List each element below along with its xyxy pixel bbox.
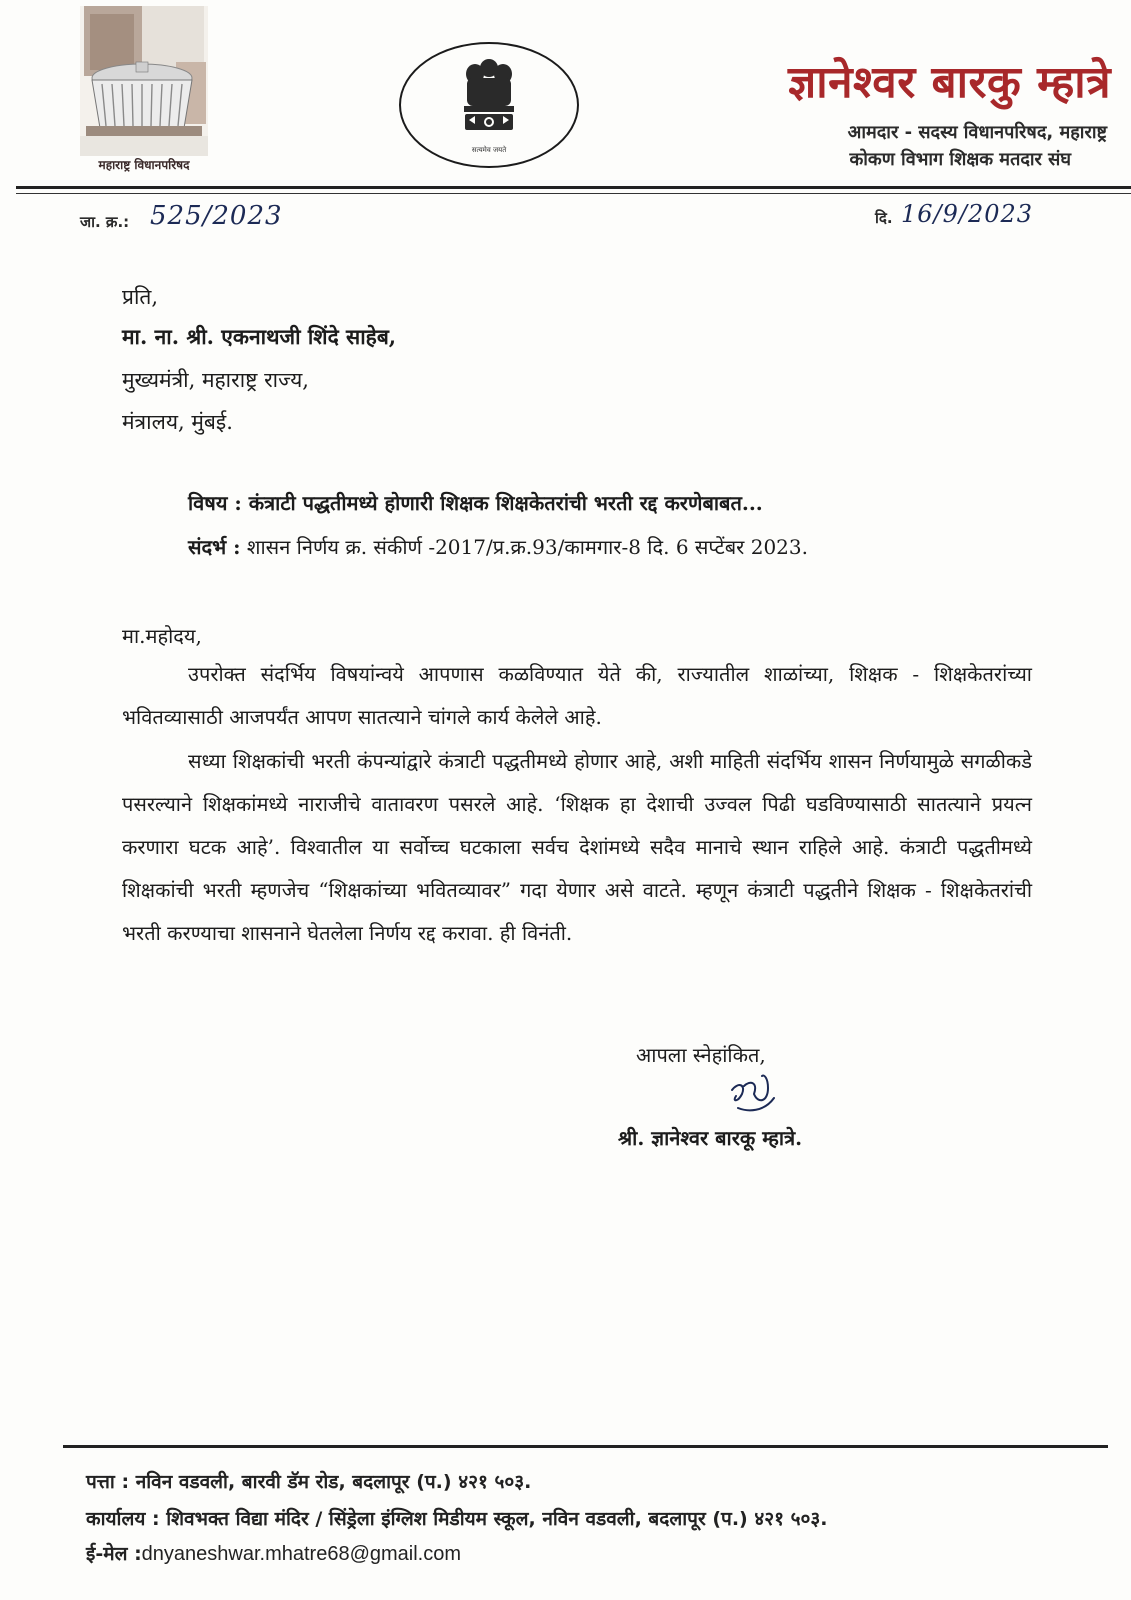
designation-line-2: कोकण विभाग शिक्षक मतदार संघ bbox=[849, 149, 1071, 170]
header-divider-thin bbox=[16, 193, 1131, 194]
footer-email bbox=[86, 1540, 461, 1566]
reference-text: शासन निर्णय क्र. संकीर्ण -2017/प्र.क्र.93/कामगार-8 दि. 6 सप्टेंबर 2023. bbox=[246, 535, 808, 559]
footer-address-text: नविन वडवली, बारवी डॅम रोड, बदलापूर (प.) ४२१ ५०३. bbox=[135, 1471, 532, 1493]
footer-divider bbox=[63, 1445, 1108, 1448]
closing-regards: आपला स्नेहांकित, bbox=[636, 1043, 766, 1067]
ref-number-label: जा. क्र.: bbox=[80, 213, 130, 231]
reference-line bbox=[188, 533, 808, 560]
signature-icon bbox=[724, 1068, 780, 1120]
subject-line bbox=[188, 489, 763, 516]
footer-address-label: पत्ता : bbox=[86, 1471, 130, 1493]
legislator-name: ज्ञानेश्वर बारकु म्हात्रे bbox=[788, 57, 1111, 108]
subject-label: विषय : bbox=[188, 491, 242, 515]
addressee-prefix: प्रति, bbox=[122, 285, 159, 309]
reference-label: संदर्भ : bbox=[188, 535, 241, 559]
body-paragraph-2: सध्या शिक्षकांची भरती कंपन्यांद्वारे कंत्राटी पद्धतीमध्ये होणार आहे, अशी माहिती संदर्भिय शासन निर्णयामुळे सगळीकडे पसरल्याने शिक्षकांमध्ये नाराजीचे वातावरण पसरले आहे. ‘शिक्षक हा देशाची उज्वल पिढी घडविण्यासाठी सातत्याने प्रयत्न करणारा घटक आहे’. विश्वातील या सर्वोच्च घटकाला सर्वच देशांमध्ये सदैव मानाचे स्थान राहिले आहे. कंत्राटी पद्धतीमध्ये शिक्षकांची भरती म्हणजेच “शिक्षकांच्या भवितव्यावर” गदा येणार असे वाटते. म्हणून कंत्राटी पद्धतीने शिक्षक - शिक्षकेतरांची भरती करण्याचा शासनाने घेतलेला निर्णय रद्द करावा. ही विनंती. bbox=[122, 749, 1032, 945]
subject-text: कंत्राटी पद्धतीमध्ये होणारी शिक्षक शिक्षकेतरांची भरती रद्द करणेबाबत... bbox=[248, 491, 763, 515]
logo-caption: महाराष्ट्र विधानपरिषद bbox=[98, 158, 190, 172]
legislature-building-icon bbox=[80, 6, 208, 156]
footer-office-text: शिवभक्त विद्या मंदिर / सिंड्रेला इंग्लिश मिडीयम स्कूल, नविन वडवली, बदलापूर (प.) ४२१ ५०३. bbox=[166, 1508, 828, 1530]
addressee-name: मा. ना. श्री. एकनाथजी शिंदे साहेब, bbox=[122, 324, 397, 349]
designation-line-1: आमदार - सदस्य विधानपरिषद, महाराष्ट्र bbox=[847, 122, 1107, 143]
state-emblem bbox=[399, 42, 579, 168]
ref-number-value: 525/2023 bbox=[150, 201, 283, 231]
ashoka-emblem-icon bbox=[455, 54, 523, 152]
signatory-name: श्री. ज्ञानेश्वर बारकू म्हात्रे. bbox=[618, 1126, 803, 1150]
footer-office bbox=[86, 1505, 827, 1531]
vidhan-parishad-logo bbox=[80, 6, 208, 174]
emblem-motto: सत्यमेव जयते bbox=[471, 146, 507, 154]
footer-email-address[interactable]: dnyaneshwar.mhatre68@gmail.com bbox=[141, 1543, 462, 1565]
date-value: 16/9/2023 bbox=[901, 200, 1034, 228]
addressee-place: मंत्रालय, मुंबई. bbox=[122, 410, 233, 434]
salutation: मा.महोदय, bbox=[122, 624, 202, 648]
footer-email-label: ई-मेल : bbox=[86, 1543, 142, 1565]
body-paragraph-1: उपरोक्त संदर्भिय विषयांन्वये आपणास कळविण्यात येते की, राज्यातील शाळांच्या, शिक्षक - शिक्षकेतरांच्या भवितव्यासाठी आजपर्यंत आपण सातत्याने चांगले कार्य केलेले आहे. bbox=[122, 662, 1032, 729]
footer-address bbox=[86, 1468, 531, 1494]
footer-office-label: कार्यालय : bbox=[86, 1508, 160, 1530]
addressee-post: मुख्यमंत्री, महाराष्ट्र राज्य, bbox=[122, 368, 309, 392]
date-label: दि. bbox=[875, 209, 893, 227]
header-divider-thick bbox=[16, 186, 1131, 189]
